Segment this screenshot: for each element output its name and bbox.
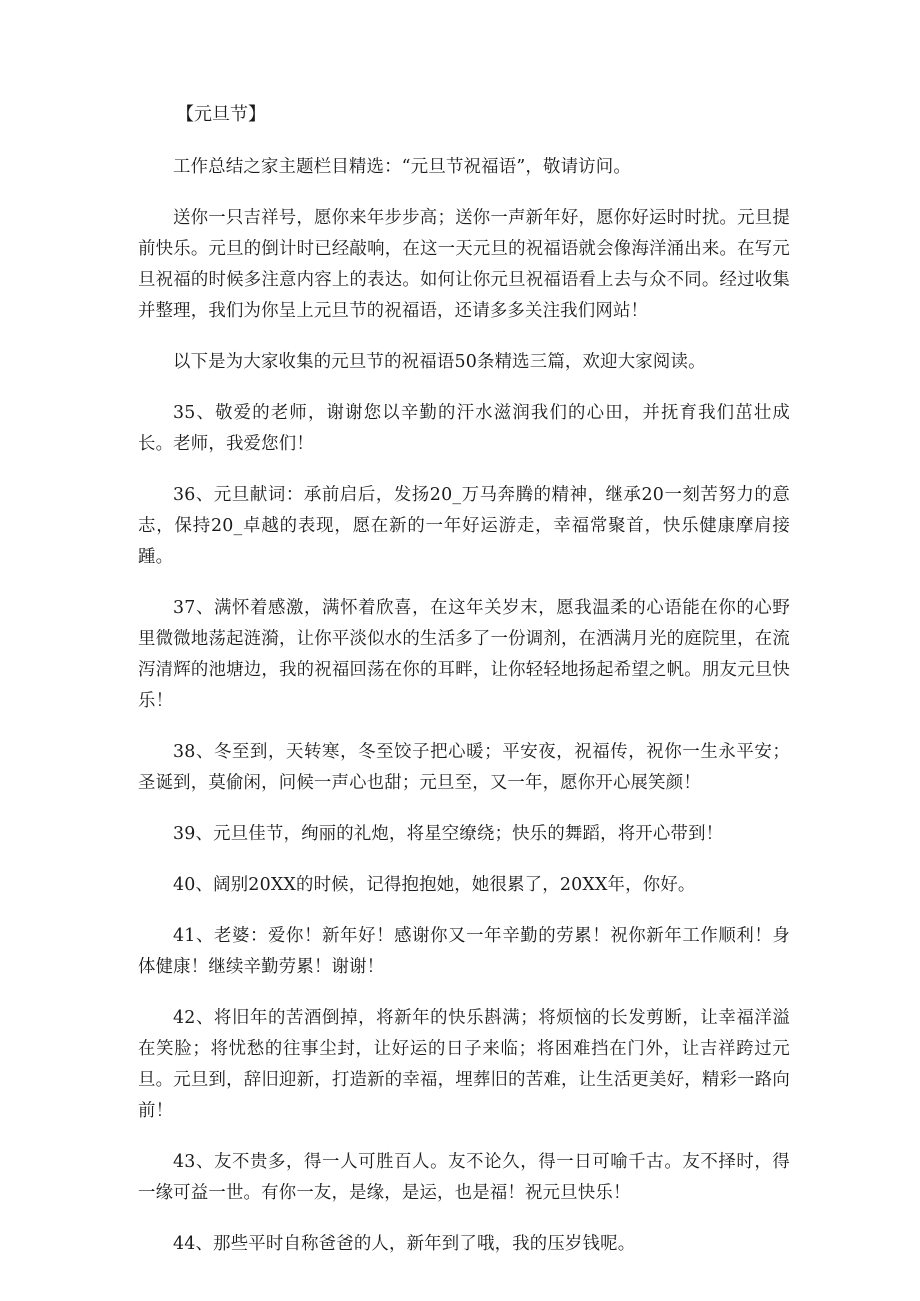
greeting-item-44: 44、那些平时自称爸爸的人，新年到了哦，我的压岁钱呢。 bbox=[173, 1234, 636, 1254]
intro-paragraph: 工作总结之家主题栏目精选：“元旦节祝福语”，敬请访问。 bbox=[173, 157, 631, 177]
greeting-item-36: 36、元旦献词：承前启后，发扬20_万马奔腾的精神，继承20一刻苦努力的意志，保持20_卓越的表现，愿在新的一年好运游走，幸福常聚首，快乐健康摩肩接踵。 bbox=[138, 485, 790, 567]
document-page bbox=[138, 100, 790, 1280]
greeting-item-35: 35、敬爱的老师，谢谢您以辛勤的汗水滋润我们的心田，并抚育我们茁壮成长。老师，我爱您们！ bbox=[138, 403, 790, 454]
preface-paragraph: 送你一只吉祥号，愿你来年步步高；送你一声新年好，愿你好运时时扰。元旦提前快乐。元旦的倒计时已经敲响，在这一天元旦的祝福语就会像海洋涌出来。在写元旦祝福的时候多注意内容上的表达。如何让你元旦祝福语看上去与众不同。经过收集并整理，我们为你呈上元旦节的祝福语，还请多多关注我们网站！ bbox=[138, 208, 790, 321]
greeting-item-37: 37、满怀着感激，满怀着欣喜，在这年关岁末，愿我温柔的心语能在你的心野里微微地荡起涟漪，让你平淡似水的生活多了一份调剂，在洒满月光的庭院里，在流泻清辉的池塘边，我的祝福回荡在你的耳畔，让你轻轻地扬起希望之帆。朋友元旦快乐！ bbox=[138, 598, 790, 711]
greeting-item-40: 40、阔别20XX的时候，记得抱抱她，她很累了，20XX年，你好。 bbox=[173, 875, 696, 895]
lead-paragraph: 以下是为大家收集的元旦节的祝福语50条精选三篇，欢迎大家阅读。 bbox=[173, 352, 706, 372]
document-heading: 【元旦节】 bbox=[176, 104, 266, 125]
greeting-item-43: 43、友不贵多，得一人可胜百人。友不论久，得一日可喻千古。友不择时，得一缘可益一世。有你一友，是缘，是运，也是福！祝元旦快乐！ bbox=[138, 1152, 790, 1203]
greeting-item-41: 41、老婆：爱你！新年好！感谢你又一年辛勤的劳累！祝你新年工作顺利！身体健康！继续辛勤劳累！谢谢！ bbox=[138, 926, 790, 977]
greeting-item-39: 39、元旦佳节，绚丽的礼炮，将星空缭绕；快乐的舞蹈，将开心带到！ bbox=[173, 824, 724, 844]
greeting-item-42: 42、将旧年的苦酒倒掉，将新年的快乐斟满；将烦恼的长发剪断，让幸福洋溢在笑脸；将忧愁的往事尘封，让好运的日子来临；将困难挡在门外，让吉祥跨过元旦。元旦到，辞旧迎新，打造新的幸福，埋葬旧的苦难，让生活更美好，精彩一路向前！ bbox=[138, 1008, 790, 1121]
greeting-item-38: 38、冬至到，天转寒，冬至饺子把心暖；平安夜，祝福传，祝你一生永平安；圣诞到，莫偷闲，问候一声心也甜；元旦至，又一年，愿你开心展笑颜！ bbox=[138, 742, 790, 793]
